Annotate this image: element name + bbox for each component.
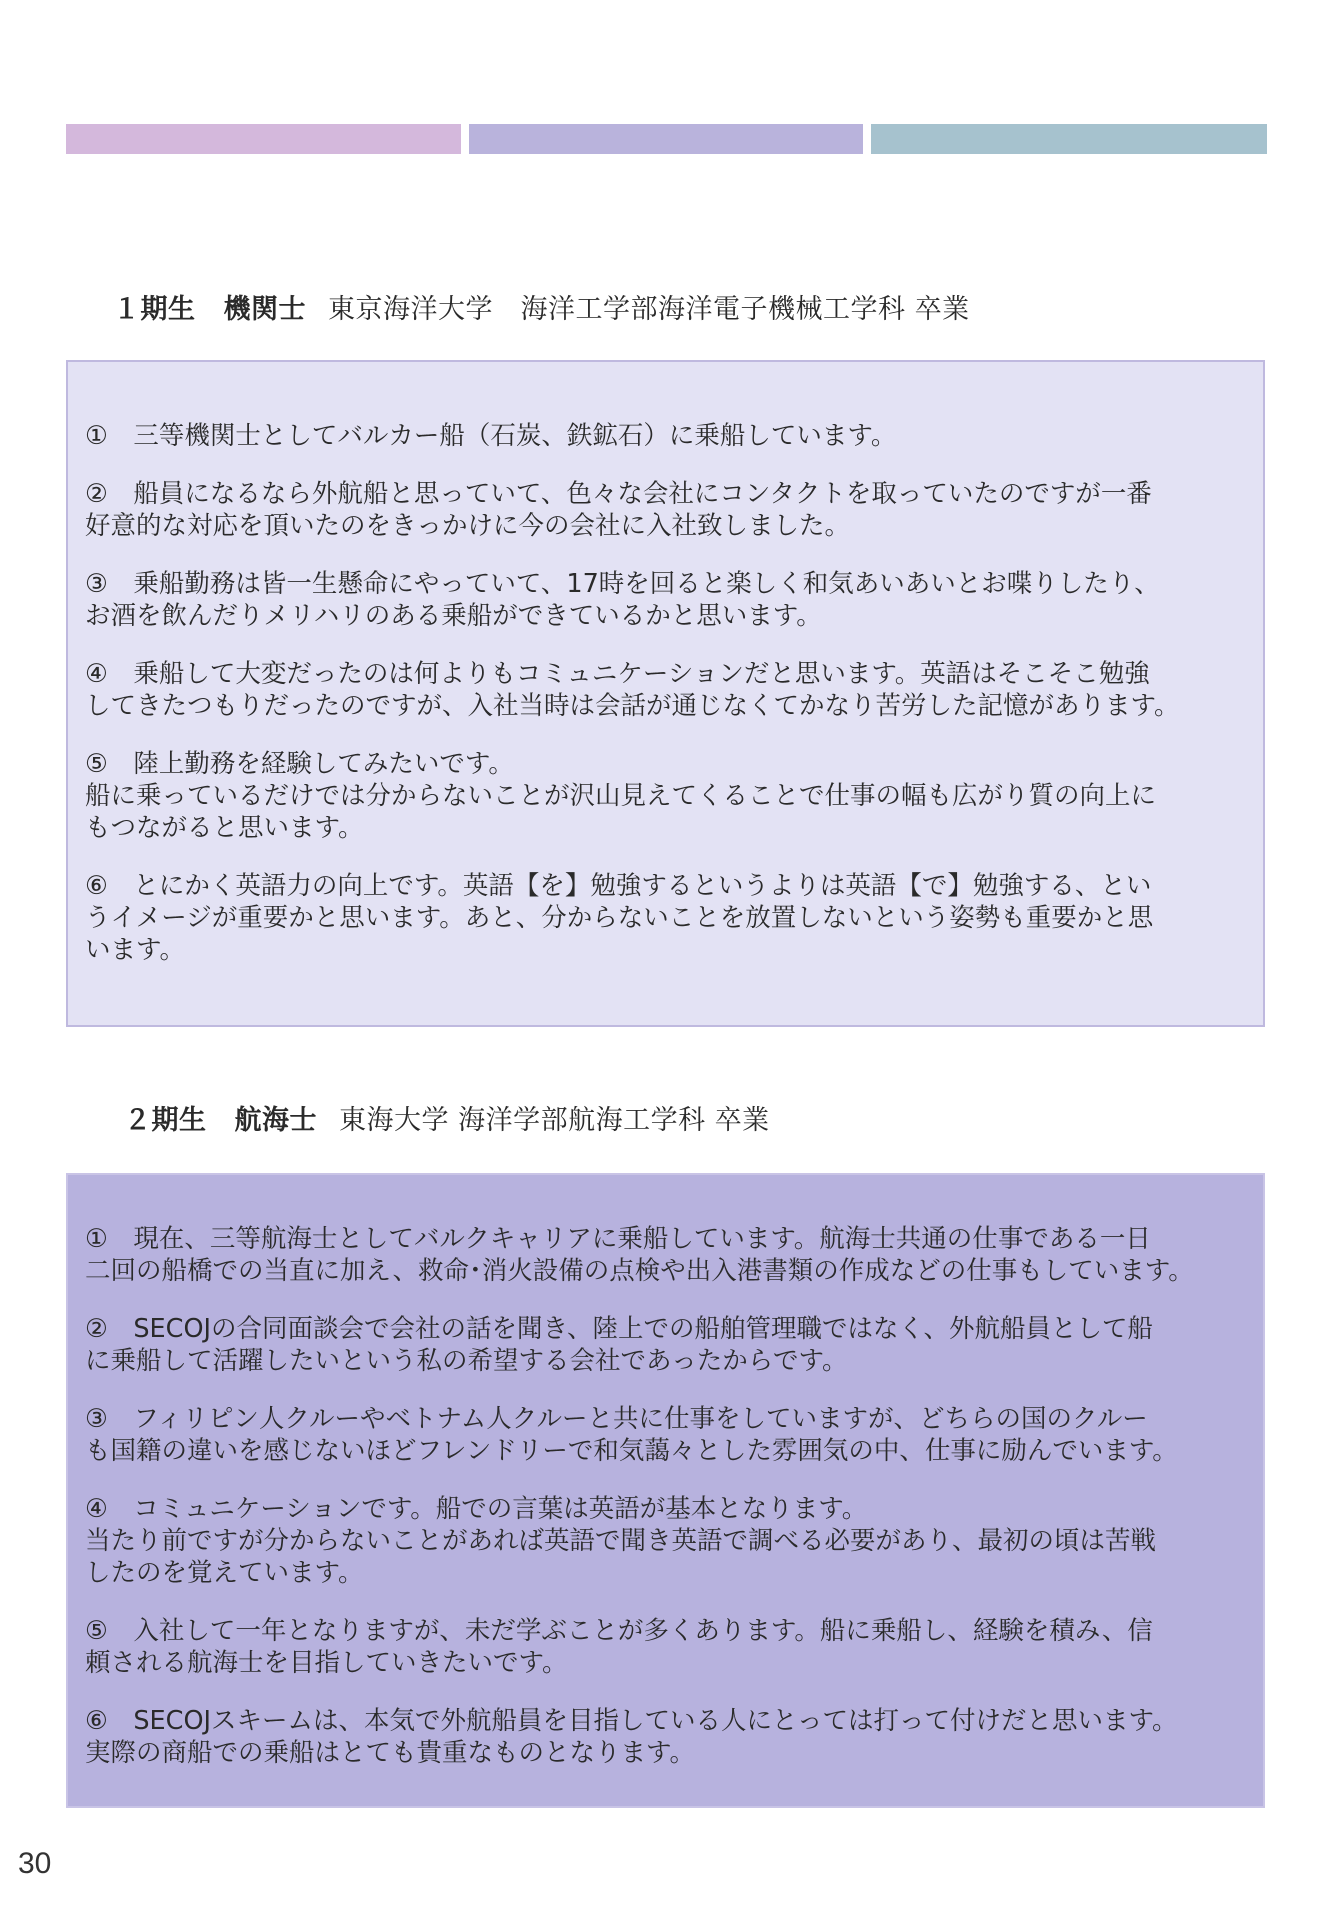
section2-heading: [124, 1103, 770, 1139]
section2-answers-box: [66, 1173, 1265, 1808]
answer-line: 好意的な対応を頂いたのをきっかけに今の会社に入社致しました。: [85, 511, 851, 541]
section1-cohort: １期生: [113, 294, 196, 325]
answer-line: 当たり前ですが分からないことがあれば英語で聞き英語で調べる必要があり、最初の頃は苦戦: [85, 1526, 1157, 1556]
answer-line: ① 現在、三等航海士としてバルクキャリアに乗船しています。航海士共通の仕事である一日: [85, 1224, 1151, 1254]
section2-role: 航海士: [234, 1105, 317, 1136]
answer-line: ④ コミュニケーションです。船での言葉は英語が基本となります。: [85, 1494, 868, 1524]
section2-school: 東海大学 海洋学部航海工学科 卒業: [339, 1105, 770, 1136]
answer-item: [85, 1493, 1253, 1589]
answer-line: ④ 乗船して大変だったのは何よりもコミュニケーションだと思います。英語はそこそこ勉強: [85, 659, 1150, 689]
answer-line: 二回の船橋での当直に加え、救命･消火設備の点検や出入港書類の作成などの仕事もしています。: [85, 1256, 1194, 1286]
answer-line: ③ 乗船勤務は皆一生懸命にやっていて、17時を回ると楽しく和気あいあいとお喋りしたり、: [85, 569, 1160, 599]
decorative-bar-pink: [66, 124, 461, 154]
answer-line: 頼される航海士を目指していきたいです。: [85, 1648, 568, 1678]
answer-item: [85, 1705, 1253, 1769]
section1-heading: [113, 292, 970, 328]
answer-line: に乗船して活躍したいという私の希望する会社であったからです。: [85, 1346, 848, 1376]
answer-line: したのを覚えています。: [85, 1558, 364, 1588]
answer-line: ② 船員になるなら外航船と思っていて、色々な会社にコンタクトを取っていたのですが一番: [85, 479, 1152, 509]
answer-line: ⑥ SECOJスキームは、本気で外航船員を目指している人にとっては打って付けだと思います。: [85, 1706, 1178, 1736]
answer-item: [85, 1223, 1253, 1287]
answer-line: してきたつもりだったのですが、入社当時は会話が通じなくてかなり苦労した記憶があります。: [85, 691, 1180, 721]
answer-line: 実際の商船での乗船はとても貴重なものとなります。: [85, 1738, 695, 1768]
answer-line: ⑤ 入社して一年となりますが、未だ学ぶことが多くあります。船に乗船し、経験を積み、信: [85, 1616, 1153, 1646]
answer-line: ② SECOJの合同面談会で会社の話を聞き、陸上での船舶管理職ではなく、外航船員として船: [85, 1314, 1154, 1344]
answer-item: [85, 1403, 1253, 1467]
answer-line: ① 三等機関士としてバルカー船（石炭、鉄鉱石）に乗船しています。: [85, 421, 897, 451]
answer-item: [85, 870, 1253, 966]
section1-answers-box: [66, 360, 1265, 1027]
section2-cohort: ２期生: [124, 1105, 207, 1136]
answer-item: [85, 748, 1253, 844]
answer-line: お酒を飲んだりメリハリのある乗船ができているかと思います。: [85, 601, 822, 631]
answer-item: [85, 478, 1253, 542]
page-number: 30: [18, 1847, 52, 1880]
answer-item: [85, 1615, 1253, 1679]
answer-line: ⑥ とにかく英語力の向上です。英語【を】勉強するというよりは英語【で】勉強する、とい: [85, 871, 1152, 901]
answer-line: もつながると思います。: [85, 813, 364, 843]
section1-role: 機関士: [223, 294, 306, 325]
answer-line: ⑤ 陸上勤務を経験してみたいです。: [85, 749, 514, 779]
answer-item: [85, 658, 1253, 722]
decorative-bar-violet: [469, 124, 863, 154]
answer-line: ③ フィリピン人クルーやベトナム人クルーと共に仕事をしていますが、どちらの国のクルー: [85, 1404, 1148, 1434]
answer-item: [85, 568, 1253, 632]
answer-line: います。: [85, 935, 185, 965]
decorative-bar-teal: [871, 124, 1267, 154]
answer-line: うイメージが重要かと思います。あと、分からないことを放置しないという姿勢も重要かと思: [85, 903, 1154, 933]
answer-item: [85, 420, 1253, 452]
section1-school: 東京海洋大学 海洋工学部海洋電子機械工学科 卒業: [328, 294, 970, 325]
answer-item: [85, 1313, 1253, 1377]
answer-line: も国籍の違いを感じないほどフレンドリーで和気藹々とした雰囲気の中、仕事に励んでいます。: [85, 1436, 1178, 1466]
answer-line: 船に乗っているだけでは分からないことが沢山見えてくることで仕事の幅も広がり質の向上に: [85, 781, 1157, 811]
